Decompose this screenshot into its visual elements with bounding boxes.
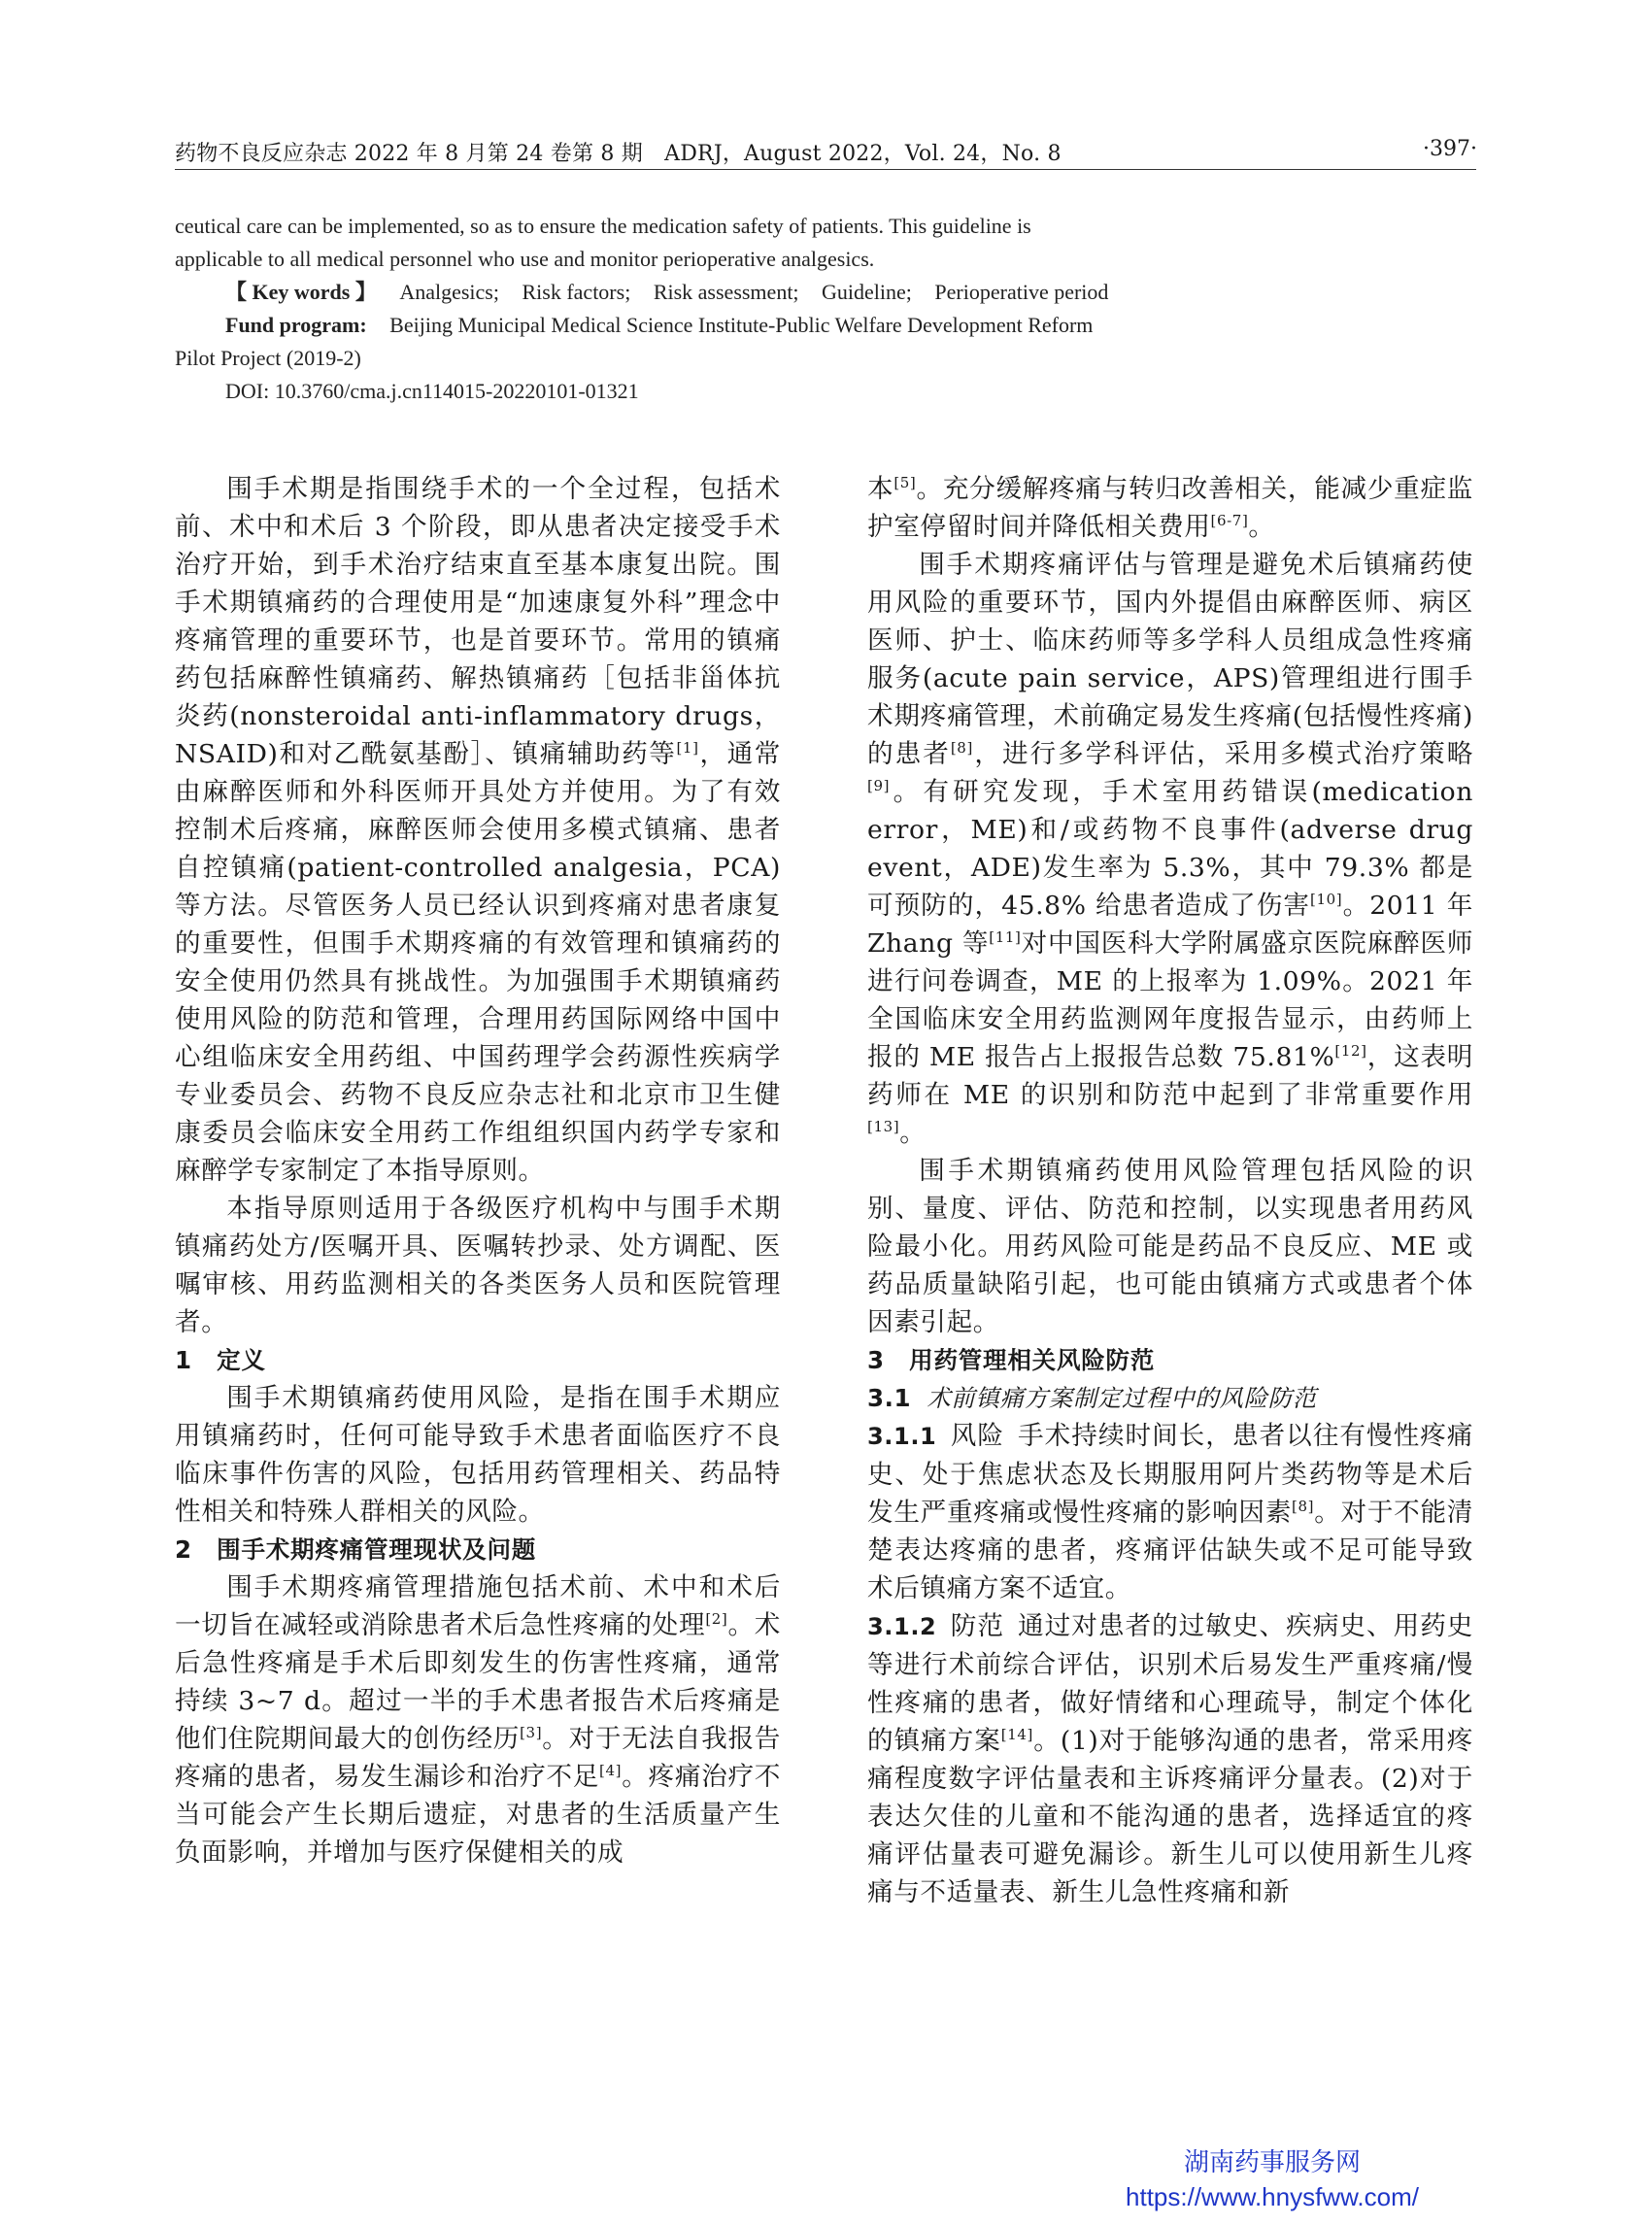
page-number: ·397· — [1423, 137, 1477, 161]
definition-paragraph: 围手术期镇痛药使用风险，是指在围手术期应用镇痛药时，任何可能导致手术患者面临医疗不良临床事件伤害的风险，包括用药管理相关、药品特性相关和特殊人群相关的风险。 — [175, 1383, 781, 1527]
citation: [10] — [1310, 891, 1343, 909]
abstract-line: applicable to all medical personnel who use and monitor perioperative analgesics. — [175, 247, 875, 271]
section-heading-definition: 1 定义 — [175, 1346, 266, 1374]
citation: [8] — [950, 739, 973, 758]
keyword: Analgesics; — [399, 280, 499, 304]
citation: [8] — [1292, 1498, 1315, 1516]
fund-line — [175, 309, 1224, 342]
intro-paragraph: 围手术期是指围绕手术的一个全过程，包括术前、术中和术后 3 个阶段，即从患者决定接受手术治疗开始，到手术治疗结束直至基本康复出院。围手术期镇痛药的合理使用是“加速康复外科”理念中疼痛管理的重要环节，也是首要环节。常用的镇痛药包括麻醉性镇痛药、解热镇痛药［包括非甾体抗炎药(nonsteroidal anti-inflammatory drugs，NSAID)和对乙酰氨基酚］、镇痛辅助药等[1]，通常由麻醉医师和外科医师开具处方并使用。为了有效控制术后疼痛，麻醉医师会使用多模式镇痛、患者自控镇痛(patient-controlled analgesia，PCA)等方法。尽管医务人员已经认识到疼痛对患者康复的重要性，但围手术期疼痛的有效管理和镇痛药的安全使用仍然具有挑战性。为加强围手术期镇痛药使用风险的防范和管理，合理用药国际网络中国中心组临床安全用药组、中国药理学会药源性疾病学专业委员会、药物不良反应杂志社和北京市卫生健康委员会临床安全用药工作组组织国内药学专家和麻醉学专家制定了本指导原则。 — [175, 474, 781, 1186]
subsection-3-1-1: 3.1.1 风险 手术持续时间长，患者以往有慢性疼痛史、处于焦虑状态及长期服用阿片类药物等是术后发生严重疼痛或慢性疼痛的影响因素[8]。对于不能清楚表达疼痛的患者，疼痛评估缺失或不足可能导致术后镇痛方案不适宜。 — [867, 1421, 1474, 1603]
fund-text: Beijing Municipal Medical Science Institute-Public Welfare Development Reform — [389, 313, 1094, 337]
watermark-name: 湖南药事服务网 — [1184, 2147, 1362, 2176]
english-abstract — [175, 210, 1224, 408]
fund-tag: Fund program: — [225, 313, 367, 337]
left-column — [175, 470, 781, 1871]
citation: [14] — [1000, 1726, 1033, 1744]
citation: [9] — [867, 777, 891, 795]
keyword: Risk factors; — [522, 280, 631, 304]
watermark — [1126, 2144, 1419, 2214]
running-head: 药物不良反应杂志 2022 年 8 月第 24 卷第 8 期 ADRJ，August 2022，Vol. 24，No. 8 — [175, 142, 1062, 166]
subsection-3-1-2: 3.1.2 防范 通过对患者的过敏史、疾病史、用药史等进行术前综合评估，识别术后易发生严重疼痛/慢性疼痛的患者，做好情绪和心理疏导，制定个体化的镇痛方案[14]。(1)对于能够沟通的患者，常采用疼痛程度数字评估量表和主诉疼痛评分量表。(2)对于表达欠佳的儿童和不能沟通的患者，选择适宜的疼痛评估量表可避免漏诊。新生儿可以使用新生儿疼痛与不适量表、新生儿急性疼痛和新 — [867, 1611, 1474, 1907]
keywords-line — [175, 276, 1224, 309]
citation: [11] — [989, 928, 1022, 947]
abstract-line: ceutical care can be implemented, so as to ensure the medication safety of patients. This guideline is — [175, 214, 1031, 238]
watermark-url[interactable]: https://www.hnysfww.com/ — [1126, 2182, 1419, 2211]
citation: [3] — [520, 1724, 543, 1742]
risk-management-paragraph: 围手术期镇痛药使用风险管理包括风险的识别、量度、评估、防范和控制，以实现患者用药风险最小化。用药风险可能是药品不良反应、ME 或药品质量缺陷引起，也可能由镇痛方式或患者个体因素引起。 — [867, 1156, 1473, 1337]
section-heading-3: 3 用药管理相关风险防范 — [867, 1346, 1156, 1374]
citation: [5] — [893, 474, 917, 492]
scope-paragraph: 本指导原则适用于各级医疗机构中与围手术期镇痛药处方/医嘱开具、医嘱转抄录、处方调配、医嘱审核、用药监测相关的各类医务人员和医院管理者。 — [175, 1194, 781, 1337]
citation: [13] — [867, 1118, 900, 1136]
citation: [4] — [599, 1762, 623, 1780]
keyword: Perioperative period — [934, 280, 1109, 304]
citation: [12] — [1334, 1042, 1367, 1061]
continued-paragraph: 本[5]。充分缓解疼痛与转归改善相关，能减少重症监护室停留时间并降低相关费用[6-7]。 — [867, 474, 1473, 542]
doi: DOI: 10.3760/cma.j.cn114015-20220101-01321 — [225, 379, 639, 403]
keyword: Risk assessment; — [653, 280, 799, 304]
citation: [6-7] — [1210, 512, 1249, 530]
fund-text-continued: Pilot Project (2019-2) — [175, 346, 361, 370]
keyword: Guideline; — [822, 280, 912, 304]
status-paragraph: 围手术期疼痛管理措施包括术前、术中和术后一切旨在减轻或消除患者术后急性疼痛的处理[2]。术后急性疼痛是手术后即刻发生的伤害性疼痛，通常持续 3~7 d。超过一半的手术患者报告术后疼痛是他们住院期间最大的创伤经历[3]。对于无法自我报告疼痛的患者，易发生漏诊和治疗不足[4]。疼痛治疗不当可能会产生长期后遗症，对患者的生活质量产生负面影响，并增加与医疗保健相关的成 — [175, 1572, 782, 1868]
section-heading-status: 2 围手术期疼痛管理现状及问题 — [175, 1535, 537, 1564]
citation: [2] — [705, 1610, 728, 1629]
assessment-paragraph: 围手术期疼痛评估与管理是避免术后镇痛药使用风险的重要环节，国内外提倡由麻醉医师、病区医师、护士、临床药师等多学科人员组成急性疼痛服务(acute pain service，APS)管理组进行围手术期疼痛管理，术前确定易发生疼痛(包括慢性疼痛)的患者[8]，进行多学科评估，采用多模式治疗策略[9]。有研究发现，手术室用药错误(medication error，ME)和/或药物不良事件(adverse drug event，ADE)发生率为 5.3%，其中 79.3% 都是可预防的，45.8% 给患者造成了伤害[10]。2011 年 Zhang 等[11]对中国医科大学附属盛京医院麻醉医师进行问卷调查，ME 的上报率为 1.09%。2021 年全国临床安全用药监测网年度报告显示，由药师上报的 ME 报告占上报报告总数 75.81%[12]，这表明药师在 ME 的识别和防范中起到了非常重要作用[13]。 — [867, 550, 1474, 1148]
citation: [1] — [676, 739, 699, 758]
subsection-heading-3-1: 3.1 术前镇痛方案制定过程中的风险防范 — [867, 1384, 1317, 1412]
right-column — [867, 470, 1473, 1911]
keywords-tag: 【 Key words 】 — [225, 280, 377, 304]
header-rule — [175, 169, 1476, 170]
